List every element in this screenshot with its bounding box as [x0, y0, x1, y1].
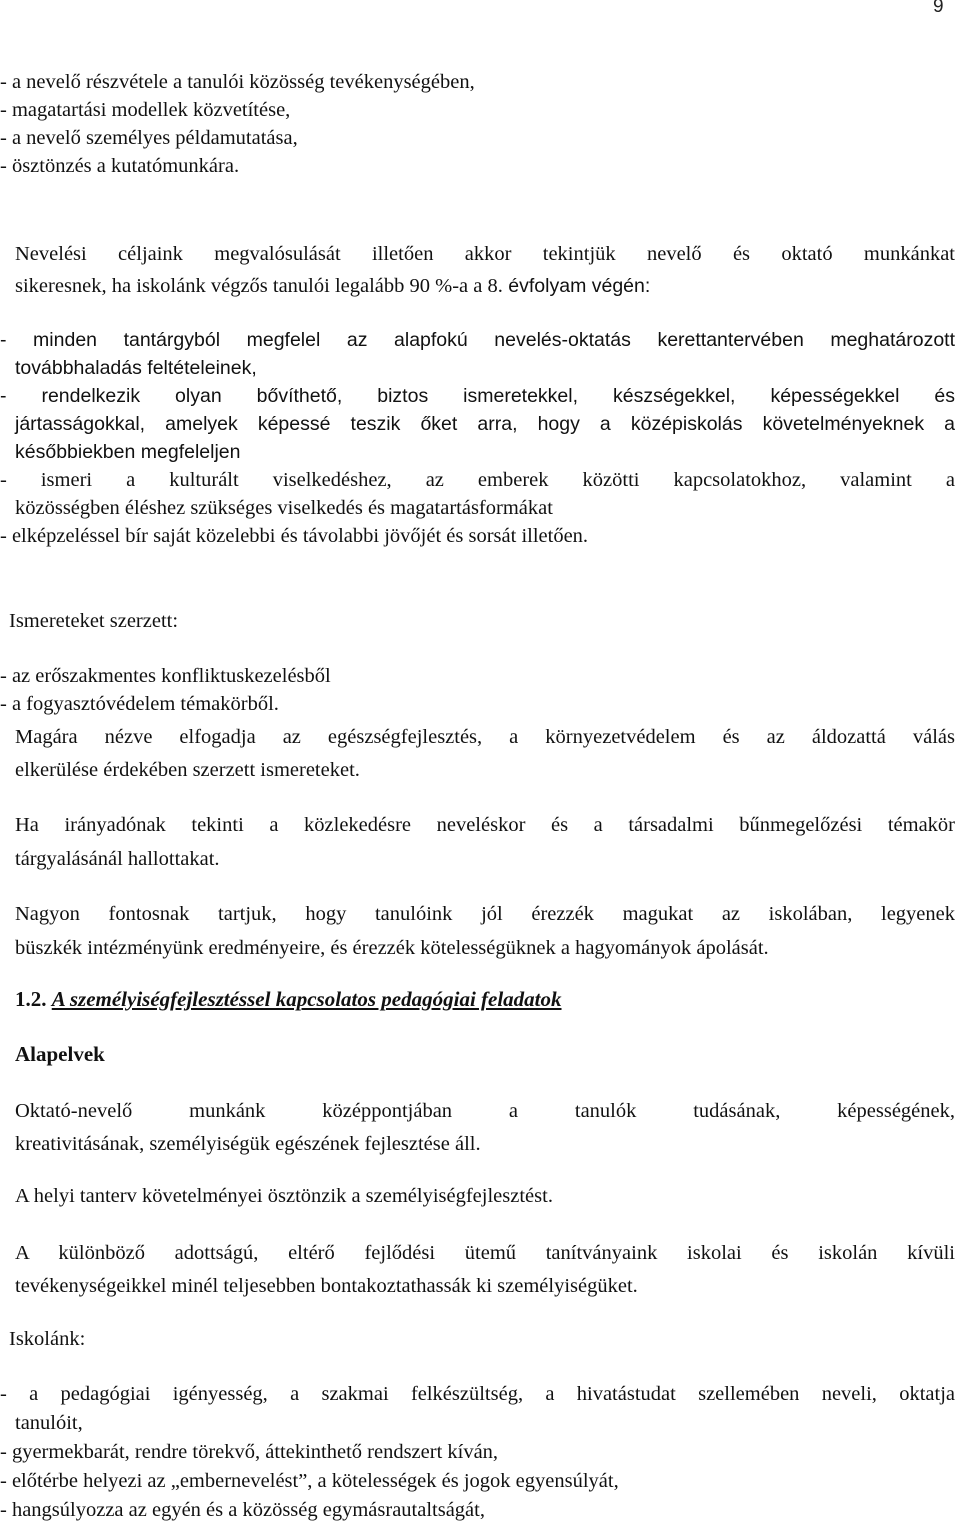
paragraph-line: A helyi tanterv követelményei ösztönzik a személyiségfejlesztést.: [15, 1185, 553, 1207]
paragraph-line: elkerülése érdekében szerzett ismereteket.: [15, 759, 360, 781]
success-criteria-list: [0, 326, 955, 550]
knowledge-list: [0, 662, 955, 718]
list-item-continuation: jártasságokkal, amelyek képessé teszik őket arra, hogy a középiskolás követelményeknek a: [15, 413, 955, 435]
list-item: - előtérbe helyezi az „embernevelést”, a kötelességek és jogok egyensúlyát,: [0, 1470, 619, 1492]
paragraph-line: Magára nézve elfogadja az egészségfejlesztés, a környezetvédelem és az áldozattá válás: [15, 726, 955, 748]
school-heading: [9, 1325, 960, 1353]
paragraph-line: Nevelési céljaink megvalósulását illetően akkor tekintjük nevelő és oktató munkánkat: [15, 243, 955, 265]
paragraph-line: Nagyon fontosnak tartjuk, hogy tanulóink jól érezzék magukat az iskolában, legyenek: [15, 903, 955, 925]
paragraph-text: sikeresnek, ha iskolánk végzős tanulói legalább 90 %-a a 8.: [15, 275, 503, 297]
heading-text: Ismereteket szerzett:: [9, 610, 179, 632]
health-paragraph: [15, 721, 955, 787]
list-item: - hangsúlyozza az egyén és a közösség egymásrautaltságát,: [0, 1499, 485, 1521]
paragraph-line: Oktató-nevelő munkánk középpontjában a tanulók tudásának, képességének,: [15, 1100, 955, 1122]
list-item: - minden tantárgyból megfelel az alapfokú nevelés-oktatás kerettantervében meghatározott: [0, 329, 955, 351]
wellbeing-paragraph: [15, 897, 955, 965]
paragraph-line: kreativitásának, személyiségük egészének fejlesztése áll.: [15, 1133, 481, 1155]
subheading-text: Alapelvek: [15, 1042, 105, 1066]
list-item-continuation: továbbhaladás feltételeinek,: [15, 357, 257, 379]
list-item: - a nevelő személyes példamutatása,: [0, 127, 298, 149]
section-number: 1.2.: [15, 987, 47, 1011]
list-item: - ösztönzés a kutatómunkára.: [0, 155, 240, 177]
list-item: - gyermekbarát, rendre törekvő, áttekinthető rendszert kíván,: [0, 1441, 499, 1463]
list-item: - a nevelő részvétele a tanulói közösség tevékenységében,: [0, 71, 475, 93]
paragraph-line: [15, 270, 955, 302]
list-item: - elképzeléssel bír saját közelebbi és távolabbi jövőjét és sorsát illetően.: [0, 525, 589, 547]
paragraph-line: A különböző adottságú, eltérő fejlődési ütemű tanítványaink iskolai és iskolán kívüli: [15, 1242, 955, 1264]
list-item: - a fogyasztóvédelem témakörből.: [0, 693, 279, 715]
focus-paragraph: [15, 1095, 955, 1161]
list-item-continuation: tanulóit,: [15, 1412, 83, 1434]
goals-paragraph: [15, 238, 955, 302]
list-item-continuation: közösségben éléshez szükséges viselkedés és magatartásformákat: [15, 497, 553, 519]
list-item: - magatartási modellek közvetítése,: [0, 99, 291, 121]
development-paragraph: [15, 1237, 955, 1303]
paragraph-line: Ha irányadónak tekinti a közlekedésre neveléskor és a társadalmi bűnmegelőzési témakör: [15, 814, 955, 836]
knowledge-heading: [9, 607, 960, 635]
activity-list: [0, 68, 955, 180]
principles-heading: [15, 1040, 955, 1068]
page-number: 9: [933, 0, 944, 17]
list-item-continuation: későbbiekben megfeleljen: [15, 441, 241, 463]
heading-text: Iskolánk:: [9, 1328, 86, 1350]
list-item: - az erőszakmentes konfliktuskezelésből: [0, 665, 331, 687]
paragraph-line: tárgyalásánál hallottakat.: [15, 848, 220, 870]
curriculum-paragraph: [15, 1182, 955, 1210]
traffic-paragraph: [15, 808, 955, 876]
paragraph-text-sans: évfolyam végén:: [502, 275, 651, 297]
list-item: - ismeri a kulturált viselkedéshez, az emberek közötti kapcsolatokhoz, valamint a: [0, 469, 955, 491]
list-item: - a pedagógiai igényesség, a szakmai felkészültség, a hivatástudat szellemében neveli, oktatja: [0, 1383, 955, 1405]
list-item: - rendelkezik olyan bővíthető, biztos ismeretekkel, készségekkel, képességekkel és: [0, 385, 955, 407]
school-principles-list: [0, 1380, 955, 1525]
section-heading: [15, 985, 955, 1013]
paragraph-line: tevékenységeikkel minél teljesebben bontakoztathassák ki személyiségüket.: [15, 1275, 638, 1297]
paragraph-line: büszkék intézményünk eredményeire, és érezzék kötelességüknek a hagyományok ápolását.: [15, 937, 769, 959]
section-title: A személyiségfejlesztéssel kapcsolatos pedagógiai feladatok: [51, 987, 562, 1011]
